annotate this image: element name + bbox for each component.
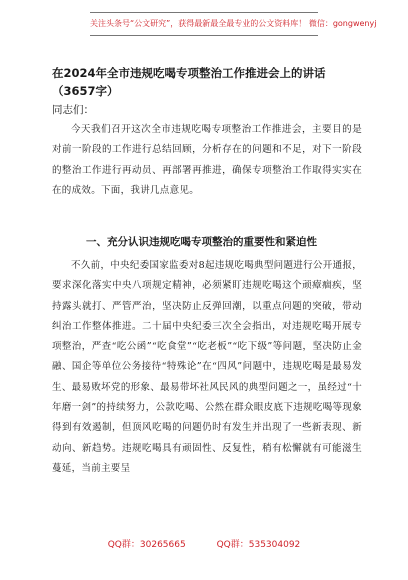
intro-paragraph: 今天我们召开这次全市违规吃喝专项整治工作推进会，主要目的是对前一阶段的工作进行总结回顾，分析存在的问题和不足，对下一阶段的整治工作进行再动员、再部署再推进，确保专项整治工作取得实实在在的成效。下面，我讲几点意见。 — [52, 124, 362, 196]
footer — [0, 537, 408, 550]
footer-qq-group-1: QQ群：30265665 — [107, 540, 186, 550]
greeting: 同志们： — [52, 104, 94, 116]
footer-qq-group-2: QQ群：535304092 — [216, 540, 301, 550]
word-count: （3657字） — [52, 84, 119, 98]
header-banner: 关注头条号“公文研究”，获得最新最全最专业的公文资料库！ 微信：gongwenyj — [90, 12, 318, 36]
section-heading: 一、充分认识违规吃喝专项整治的重要性和紧迫性 — [86, 236, 317, 248]
document-title: 在2024年全市违规吃喝专项整治工作推进会上的讲话 — [52, 66, 326, 80]
section-body: 不久前，中央纪委国家监委对8起违规吃喝典型问题进行公开通报，要求深化落实中央八项规定精神，必须紧盯违规吃喝这个顽瘴痼疾，坚持露头就打、严管严治，坚决防止反弹回潮，以重点问题的突破，带动纠治工作整体推进。二十届中央纪委三次全会指出，对违规吃喝开展专项整治，严查“吃公函”“吃食堂”“吃老板”“吃下级”等问题，坚决防止金融、国企等单位公务接待“特殊论”在“四风”问题中，违规吃喝是最易发生、最易败坏党的形象、最易带坏社风民风的典型问题之一，虽经过“十年磨一剑”的持续努力，公款吃喝、公然在群众眼皮底下违规吃喝等现象得到有效遏制，但顶风吃喝的问题仍时有发生并出现了一些新表现、新动向、新趋势。违规吃喝具有顽固性、反复性，稍有松懈就有可能滋生蔓延，当前主要呈 — [52, 260, 362, 474]
